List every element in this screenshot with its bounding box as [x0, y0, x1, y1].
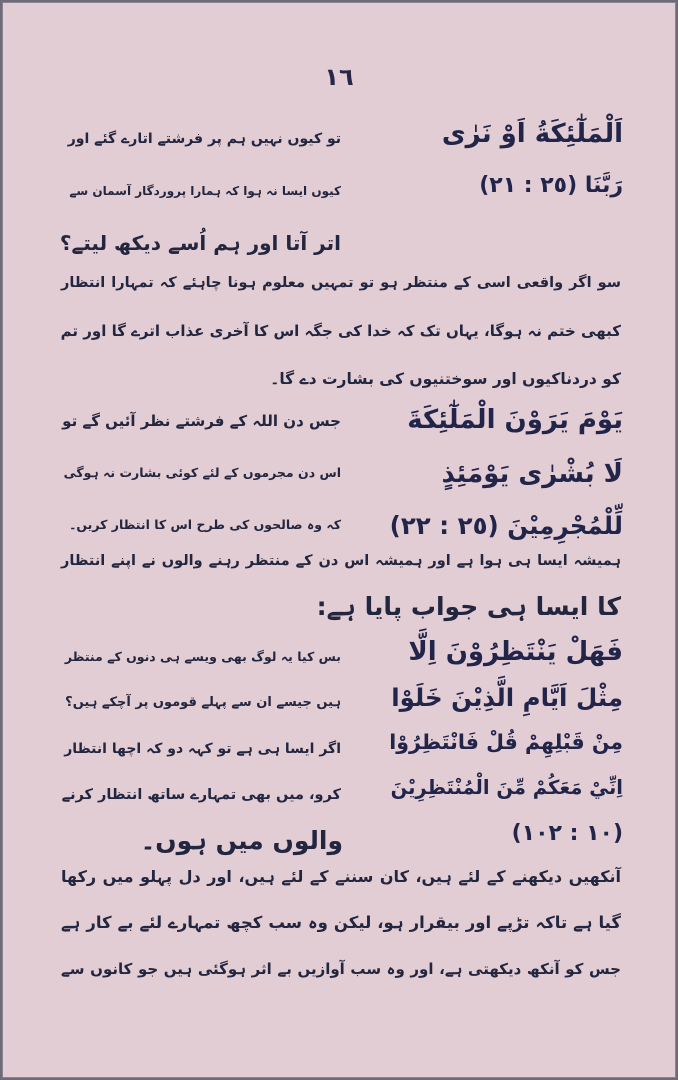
quran-verse-line: مِثْلَ اَيَّامِ الَّذِيْنَ خَلَوْا — [391, 683, 623, 712]
prose-line: کا ایسا ہی جواب پایا ہے: — [316, 592, 621, 621]
quran-verse-line: لِّلْمُجْرِمِيْنَ (٢٥ : ٢٢) — [389, 511, 623, 540]
prose-line: جس کو آنکھ دیکھتی ہے، اور وہ سب آوازیں بے اثر ہوگئی ہیں جو کانوں سے — [61, 960, 621, 978]
translation-line: والوں میں ہوں۔ — [140, 826, 343, 855]
quran-verse-line: يَوْمَ يَرَوْنَ الْمَلٰٓئِكَةَ — [407, 405, 623, 435]
translation-line: تو کیوں نہیں ہم پر فرشتے اتارے گئے اور — [67, 131, 341, 147]
translation-line: بس کیا یہ لوگ بھی ویسے ہی دنوں کے منتظر — [64, 649, 341, 664]
prose-line: ہمیشہ ایسا ہی ہوا ہے اور ہمیشہ اس دن کے منتظر رہنے والوں نے اپنے انتظار — [61, 553, 621, 569]
prose-line: آنکھیں دیکھنے کے لئے ہیں، کان سننے کے لئے ہیں، اور دل پہلو میں رکھا — [61, 867, 621, 886]
quran-verse-line: رَبَّنَا (٢٥ : ٢١) — [479, 173, 623, 198]
quran-verse-line: مِنْ قَبْلِهِمْ قُلْ فَانْتَظِرُوْا — [389, 730, 623, 754]
quran-verse-line: اِنِّيْ مَعَكُمْ مِّنَ الْمُنْتَظِرِيْنَ — [390, 776, 623, 799]
quran-verse-line: لَا بُشْرٰى يَوْمَئِذٍ — [441, 459, 623, 489]
translation-line: اگر ایسا ہی ہے تو کہہ دو کہ اچھا انتظار — [64, 741, 341, 757]
page-number: ١٦ — [324, 63, 354, 91]
quran-verse-line: (١٠ : ١٠٢) — [511, 821, 623, 846]
translation-line: جس دن اللہ کے فرشتے نظر آئیں گے تو — [62, 412, 341, 430]
prose-line: گیا ہے تاکہ تڑپے اور بیقرار ہو، لیکن وہ سب کچھ تمہارے لئے بے کار ہے — [61, 913, 621, 932]
translation-line: اس دن مجرموں کے لئے کوئی بشارت نہ ہوگی — [63, 465, 341, 480]
quran-verse-line: اَلْمَلٰٓئِكَةُ اَوْ نَرٰى — [441, 119, 623, 149]
translation-line: ہیں جیسے ان سے پہلے قوموں پر آچکے ہیں؟ — [65, 695, 341, 710]
translation-line: کیوں ایسا نہ ہوا کہ ہمارا پروردگار آسمان سے — [69, 184, 341, 198]
translation-line: کرو، میں بھی تمہارے ساتھ انتظار کرنے — [61, 787, 341, 803]
prose-line: کو دردناکیوں اور سوختنیوں کی بشارت دے گا۔ — [270, 370, 621, 388]
prose-line: سو اگر واقعی اسی کے منتظر ہو تو تمہیں معلوم ہونا چاہئے کہ تمہارا انتظار — [61, 275, 621, 291]
translation-line: اتر آتا اور ہم اُسے دیکھ لیتے؟ — [59, 231, 341, 255]
prose-line: کبھی ختم نہ ہوگا، یہاں تک کہ خدا کی جگہ اس کا آخری عذاب اترے گا اور تم — [60, 322, 621, 340]
book-page — [2, 2, 676, 1078]
quran-verse-line: فَهَلْ يَنْتَظِرُوْنَ اِلَّا — [408, 637, 623, 667]
translation-line: کہ وہ صالحوں کی طرح اس کا انتظار کریں۔ — [69, 517, 341, 532]
